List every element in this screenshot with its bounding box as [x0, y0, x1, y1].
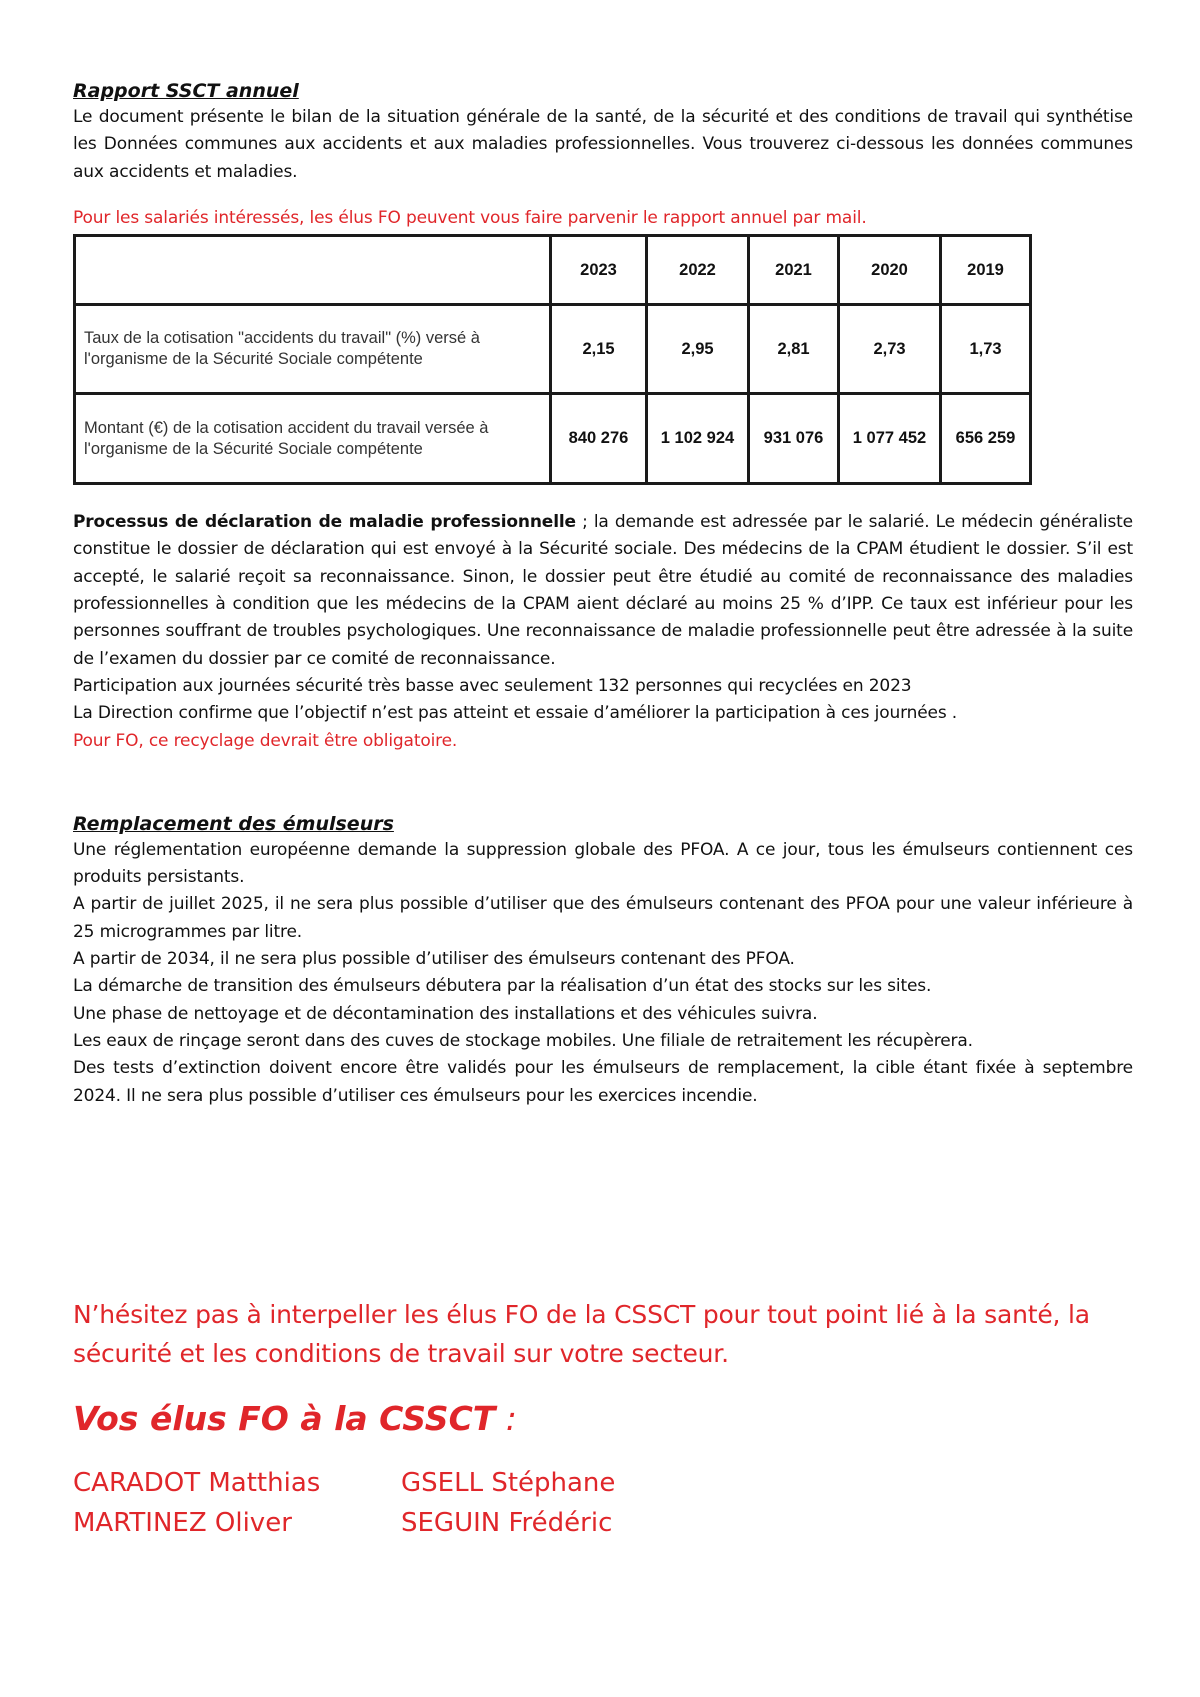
table-cell: 1,73: [941, 305, 1031, 394]
cotisation-table: [73, 234, 1032, 485]
row-label: Montant (€) de la cotisation accident du travail versée à l'organisme de la Sécurité Sociale compétente: [75, 394, 551, 484]
table-header-row: [75, 236, 1031, 305]
emulseurs-line: A partir de juillet 2025, il ne sera plus possible d’utiliser que des émulseurs contenant des PFOA pour une valeur inférieure à 25 microgrammes par litre.: [73, 894, 1133, 942]
table-corner-cell: [75, 236, 551, 305]
processus-lead: Processus de déclaration de maladie professionnelle: [73, 512, 576, 533]
table-cell: 1 077 452: [839, 394, 941, 484]
table-row: [75, 305, 1031, 394]
year-header: 2020: [839, 236, 941, 305]
table-cell: 2,95: [647, 305, 749, 394]
table-cell: 840 276: [551, 394, 647, 484]
rapport-notice: Pour les salariés intéressés, les élus FO peuvent vous faire parvenir le rapport annuel par mail.: [73, 207, 867, 228]
elu-name: CARADOT Matthias: [73, 1467, 321, 1498]
table-row: [75, 394, 1031, 484]
emulseurs-line: Les eaux de rinçage seront dans des cuves de stockage mobiles. Une filiale de retraitement les récupèrera.: [73, 1030, 973, 1051]
processus-body: ; la demande est adressée par le salarié. Le médecin généraliste constitue le dossier de déclaration qui est envoyé à la Sécurité sociale. Des médecins de la CPAM étudient le dossier. S’il est accepté, le salarié reçoit sa reconnaissance. Sinon, le dossier peut être étudié au comité de reconnaissance des maladies professionnelles à condition que les médecins de la CPAM aient déclaré au moins 25 % d’IPP. Ce taux est inférieur pour les personnes souffrant de troubles psychologiques. Une reconnaissance de maladie professionnelle peut être adressée à la suite de l’examen du dossier par ce comité de reconnaissance.: [73, 512, 1133, 669]
direction-line: La Direction confirme que l’objectif n’est pas atteint et essaie d’améliorer la participation à ces journées .: [73, 703, 958, 724]
elus-title: [73, 1397, 1133, 1441]
year-header: 2019: [941, 236, 1031, 305]
year-header: 2022: [647, 236, 749, 305]
emulseurs-line: La démarche de transition des émulseurs débutera par la réalisation d’un état des stocks sur les sites.: [73, 976, 932, 997]
emulseurs-heading: Remplacement des émulseurs: [73, 812, 394, 835]
rapport-intro: Le document présente le bilan de la situation générale de la santé, de la sécurité et des conditions de travail qui synthétise les Données communes aux accidents et aux maladies professionnelles. Vous trouverez ci-dessous les données communes aux accidents et maladies.: [73, 107, 1133, 182]
table-cell: 656 259: [941, 394, 1031, 484]
emulseurs-line: A partir de 2034, il ne sera plus possible d’utiliser des émulseurs contenant des PFOA.: [73, 949, 795, 970]
elus-names: [73, 1463, 1133, 1543]
row-label: Taux de la cotisation "accidents du travail" (%) versé à l'organisme de la Sécurité Sociale compétente: [75, 305, 551, 394]
emulseurs-line: Une réglementation européenne demande la suppression globale des PFOA. A ce jour, tous les émulseurs contiennent ces produits persistants.: [73, 839, 1133, 888]
rapport-heading: Rapport SSCT annuel: [73, 80, 299, 102]
elu-name: MARTINEZ Oliver: [73, 1507, 292, 1538]
year-header: 2021: [749, 236, 839, 305]
elu-name: SEGUIN Frédéric: [401, 1507, 613, 1538]
document-page: [73, 78, 1133, 1543]
elus-title-text: Vos élus FO à la CSSCT: [73, 1398, 496, 1438]
elu-name: GSELL Stéphane: [401, 1467, 616, 1498]
table-cell: 931 076: [749, 394, 839, 484]
year-header: 2023: [551, 236, 647, 305]
emulseurs-line: Une phase de nettoyage et de décontamination des installations et des véhicules suivra.: [73, 1003, 818, 1024]
cta-message: N’hésitez pas à interpeller les élus FO de la CSSCT pour tout point lié à la santé, la sécurité et les conditions de travail sur votre secteur.: [73, 1299, 1090, 1368]
table-cell: 2,73: [839, 305, 941, 394]
table-cell: 1 102 924: [647, 394, 749, 484]
table-cell: 2,15: [551, 305, 647, 394]
participation-line: Participation aux journées sécurité très basse avec seulement 132 personnes qui recyclées en 2023: [73, 675, 912, 696]
table-cell: 2,81: [749, 305, 839, 394]
emulseurs-line: Des tests d’extinction doivent encore être validés pour les émulseurs de remplacement, la cible étant fixée à septembre 2024. Il ne sera plus possible d’utiliser ces émulseurs pour les exercices incendie.: [73, 1058, 1133, 1106]
fo-opinion-line: Pour FO, ce recyclage devrait être obligatoire.: [73, 730, 458, 751]
elus-title-colon: :: [495, 1398, 517, 1438]
processus-paragraph: [73, 509, 1133, 673]
